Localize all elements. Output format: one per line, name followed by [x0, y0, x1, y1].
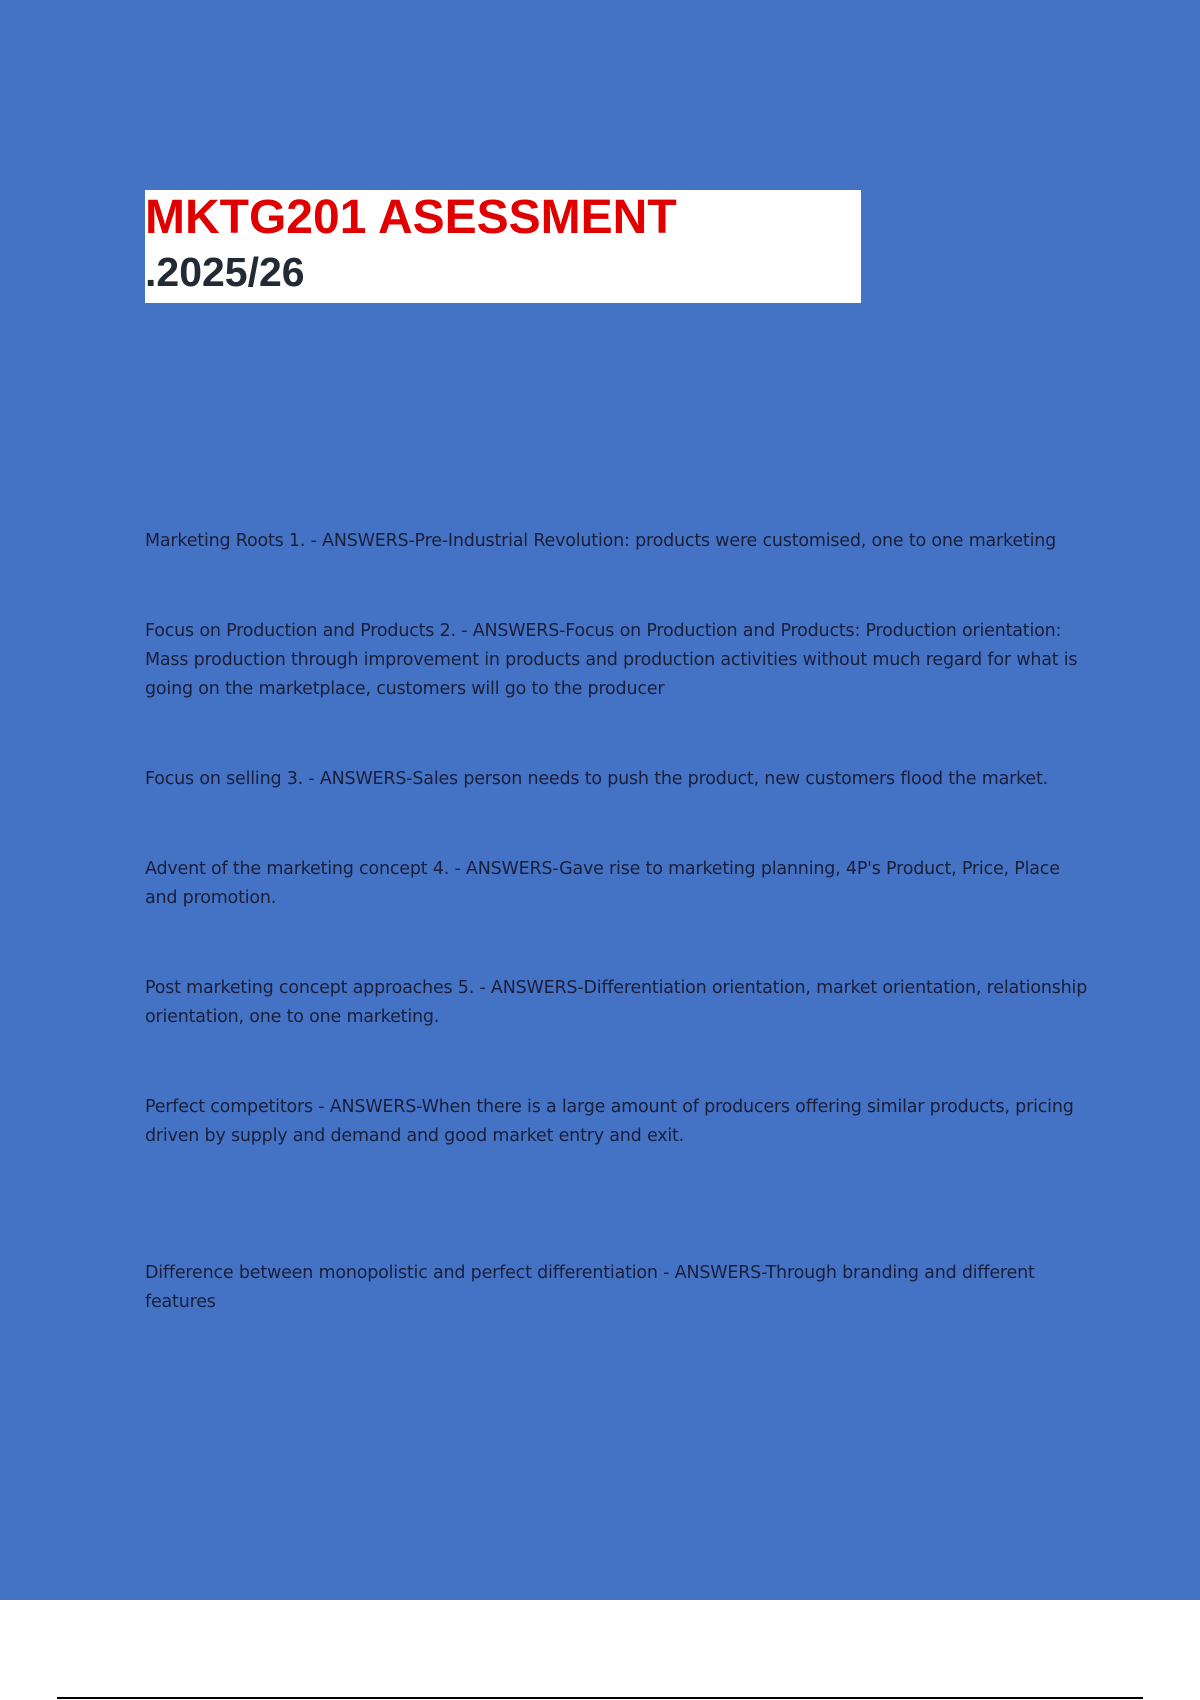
document-year: .2025/26 [145, 249, 305, 295]
qa-item-perfect-competitors: Perfect competitors - ANSWERS-When there is a large amount of producers offering similar products, pricing driven by supply and demand and good market entry and exit. [145, 1097, 1074, 1146]
footer-divider [57, 1697, 1143, 1699]
title-box [145, 190, 861, 303]
qa-list [145, 527, 1095, 1317]
qa-item-marketing-roots: Marketing Roots 1. - ANSWERS-Pre-Industrial Revolution: products were customised, one to one marketing [145, 531, 1057, 551]
qa-item-marketing-concept: Advent of the marketing concept 4. - ANSWERS-Gave rise to marketing planning, 4P's Product, Price, Place and promotion. [145, 859, 1060, 908]
qa-item-post-marketing: Post marketing concept approaches 5. - ANSWERS-Differentiation orientation, market orientation, relationship orientation, one to one marketing. [145, 978, 1088, 1027]
qa-item-selling-focus: Focus on selling 3. - ANSWERS-Sales person needs to push the product, new customers flood the market. [145, 769, 1048, 789]
qa-item-differentiation: Difference between monopolistic and perfect differentiation - ANSWERS-Through branding and different features [145, 1263, 1035, 1312]
document-title: MKTG201 ASESSMENT [145, 191, 677, 244]
qa-item-production-focus: Focus on Production and Products 2. - ANSWERS-Focus on Production and Products: Production orientation: Mass production through improvement in products and production activities without much regard for what is going on the marketplace, customers will go to the producer [145, 621, 1078, 699]
